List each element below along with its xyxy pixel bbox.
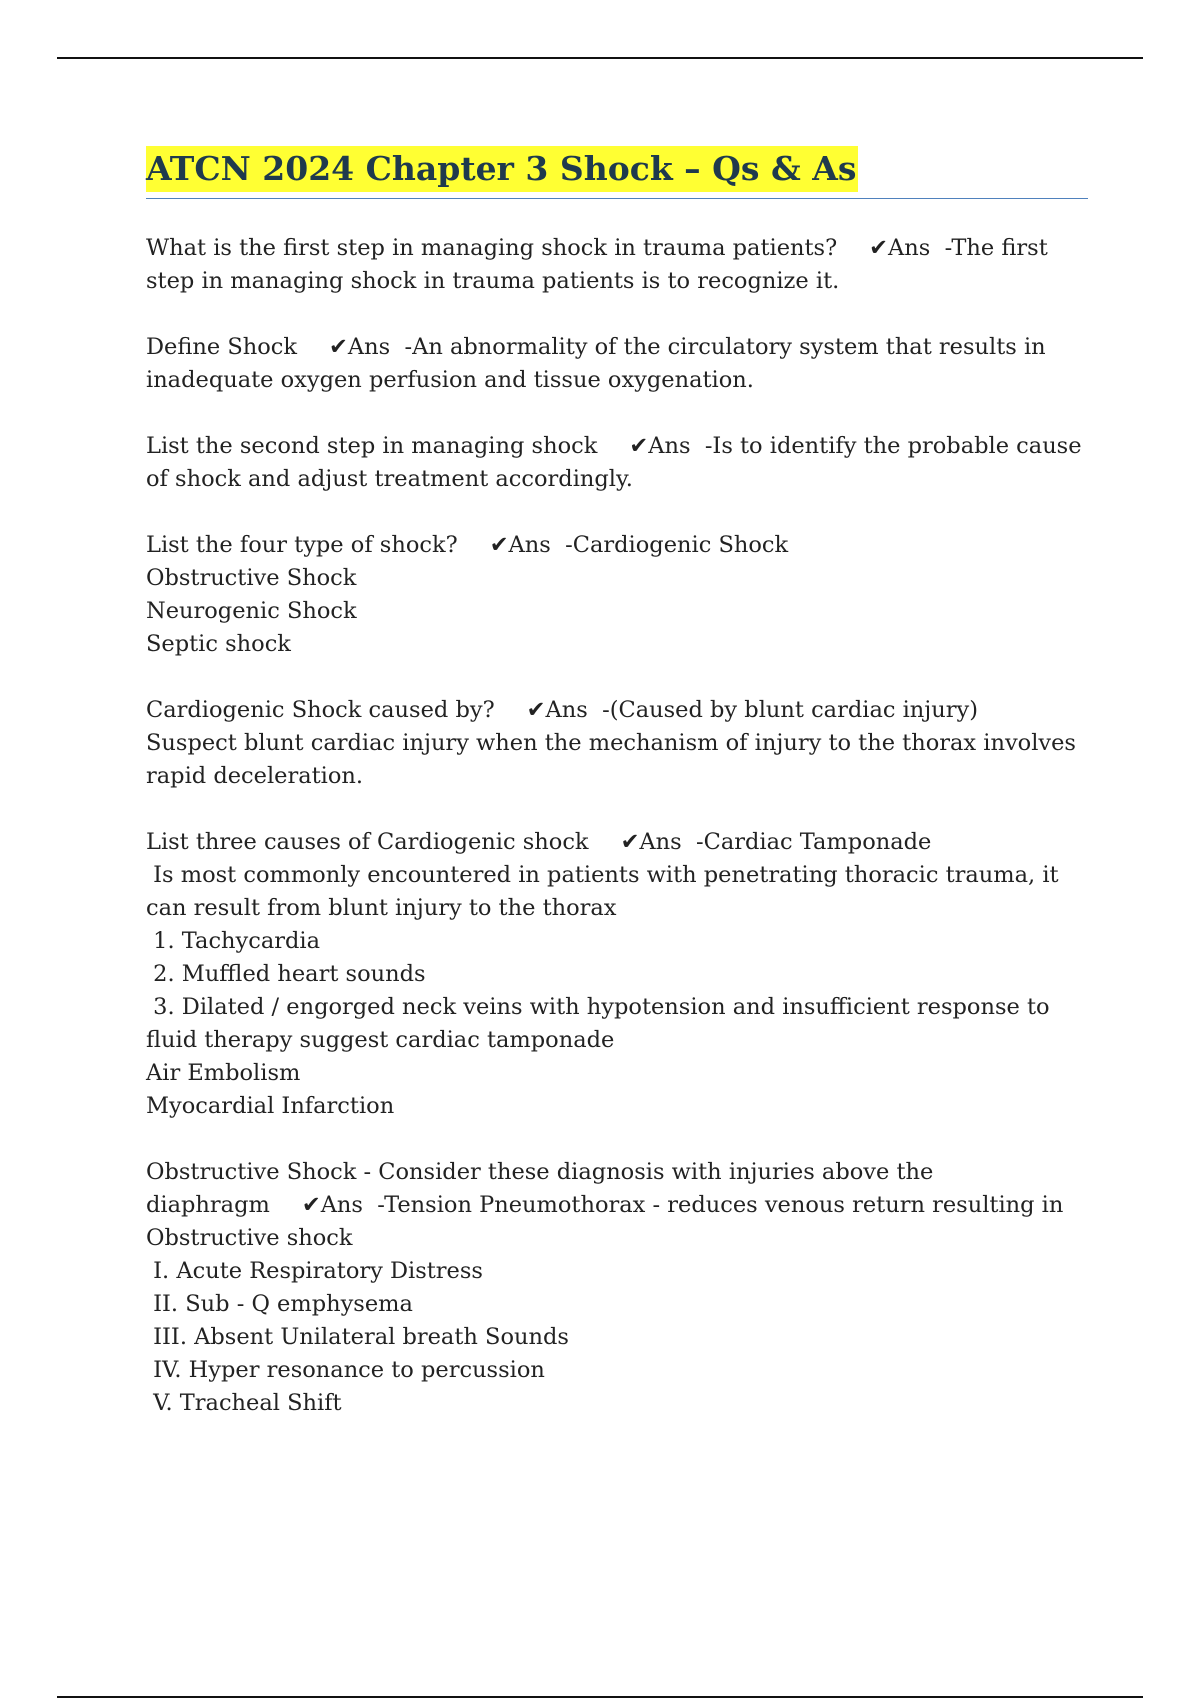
answer-text: -Tension Pneumothorax - reduces venous return resulting in Obstructive shock [146,1192,1071,1251]
answer-marker [629,433,690,459]
answer-line: Suspect blunt cardiac injury when the mechanism of injury to the thorax involves rapid deceleration. [146,730,1084,789]
ans-label: Ans [648,433,691,459]
answer-line: Air Embolism [146,1060,301,1086]
question-text: List three causes of Cardiogenic shock [146,829,589,855]
check-icon: ✔ [489,532,509,558]
check-icon: ✔ [620,829,640,855]
qa-item [146,232,1086,298]
top-rule [57,57,1143,59]
answer-list-item: 2. Muffled heart sounds [146,961,426,987]
answer-marker [490,532,551,558]
answer-list-item: 3. Dilated / engorged neck veins with hypotension and insufficient response to fluid therapy suggest cardiac tamponade [146,994,1057,1053]
qa-item [146,430,1089,496]
qa-item [146,826,1086,1123]
answer-marker [621,829,682,855]
check-icon: ✔ [526,697,546,723]
answer-line: Obstructive Shock [146,565,357,591]
document-title: ATCN 2024 Chapter 3 Shock – Qs & As [146,146,858,192]
question-text: Cardiogenic Shock caused by? [146,697,495,723]
answer-list-item: III. Absent Unilateral breath Sounds [146,1324,569,1350]
answer-list-item: I. Acute Respiratory Distress [146,1258,483,1284]
answer-marker [329,334,390,360]
title-block [146,146,1088,199]
check-icon: ✔ [629,433,649,459]
answer-line: Is most commonly encountered in patients with penetrating thoracic trauma, it can result from blunt injury to the thorax [146,862,1066,921]
answer-text: -Is to identify the probable cause of shock and adjust treatment accordingly. [146,433,1089,492]
ans-label: Ans [508,532,551,558]
answer-marker [527,697,588,723]
check-icon: ✔ [869,235,889,261]
answer-text: -(Caused by blunt cardiac injury) [602,697,979,723]
answer-line: Neurogenic Shock [146,598,357,624]
question-text: What is the first step in managing shock in trauma patients? [146,235,838,261]
answer-marker [302,1192,363,1218]
ans-label: Ans [347,334,391,360]
question-text: Define Shock [146,334,298,360]
answer-marker [869,235,930,261]
answer-line: Myocardial Infarction [146,1093,395,1119]
answer-text: -Cardiogenic Shock [565,532,789,558]
qa-item [146,694,1086,793]
question-text: Obstructive Shock - Consider these diagnosis with injuries above the diaphragm [146,1159,941,1218]
question-text: List the second step in managing shock [146,433,598,459]
qa-item [146,529,1086,661]
question-text: List the four type of shock? [146,532,458,558]
answer-text: -The first step in managing shock in trauma patients is to recognize it. [146,235,1055,294]
ans-label: Ans [639,829,682,855]
ans-label: Ans [320,1192,363,1218]
check-icon: ✔ [301,1192,321,1218]
answer-text: -Cardiac Tamponade [696,829,932,855]
answer-list-item: II. Sub - Q emphysema [146,1291,413,1317]
document-body [146,146,1089,1453]
check-icon: ✔ [329,334,348,360]
ans-label: Ans [888,235,931,261]
answer-text: -An abnormality of the circulatory system that results in inadequate oxygen perfusion and tissue oxygenation. [146,334,1053,393]
answer-list-item: V. Tracheal Shift [146,1390,342,1416]
ans-label: Ans [545,697,588,723]
qa-item [146,331,1086,397]
bottom-rule [57,1696,1143,1698]
answer-list-item: 1. Tachycardia [146,928,321,954]
answer-list-item: IV. Hyper resonance to percussion [146,1357,545,1383]
answer-line: Septic shock [146,631,291,657]
qa-item [146,1156,1086,1420]
